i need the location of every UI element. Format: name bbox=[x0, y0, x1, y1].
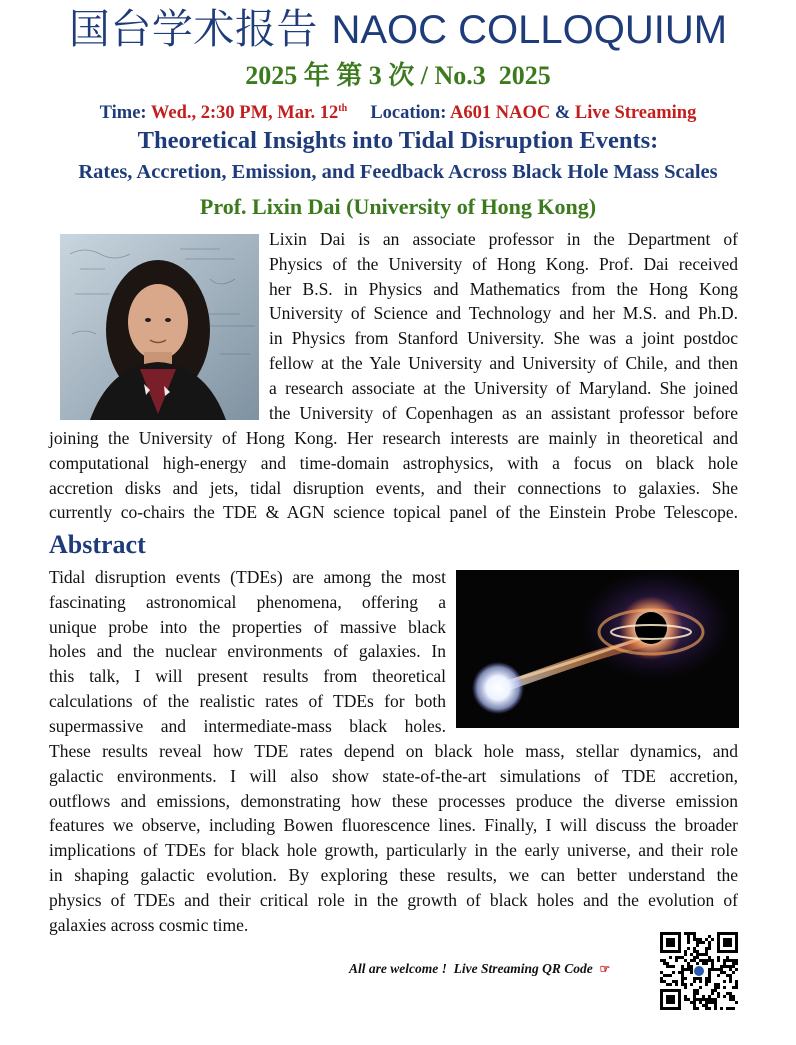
talk-title: Theoretical Insights into Tidal Disruption Events: bbox=[137, 127, 659, 154]
bio-line: a research associate at the University of Maryland. She joined bbox=[269, 377, 738, 398]
abstract-line: features we observe, including Bowen fluorescence lines. Finally, I will discuss the broader bbox=[49, 815, 738, 836]
issue-label-cn: 年 第 bbox=[303, 61, 363, 90]
bio-line: computational high-energy and time-domain astrophysics, with a focus on black hole bbox=[49, 452, 738, 473]
bio-line: Lixin Dai is an associate professor in the Department of bbox=[269, 229, 738, 249]
abstract-line: this talk, I will present results from theoretical bbox=[49, 666, 446, 687]
speaker-name: Prof. Lixin Dai (University of Hong Kong) bbox=[199, 194, 597, 219]
speaker-photo bbox=[60, 234, 259, 420]
welcome-exclaim: ! bbox=[441, 961, 447, 976]
bio-line: accretion disks and jets, tidal disruption events, and their connections to galaxies. She bbox=[49, 477, 738, 498]
abstract-line: unique probe into the properties of massive black bbox=[49, 616, 446, 637]
issue-label-number: 次 / No.3 bbox=[388, 61, 486, 90]
colloquium-header bbox=[0, 4, 796, 55]
time-suffix: th bbox=[338, 103, 348, 114]
speaker-portrait-image bbox=[60, 234, 259, 420]
abstract-line: Tidal disruption events (TDEs) are among the most bbox=[49, 567, 446, 587]
issue-year-2: 2025 bbox=[498, 61, 551, 90]
header-chinese-title: 国台学术报告 bbox=[68, 5, 318, 53]
bio-line: her B.S. in Physics and Mathematics from the Hong Kong bbox=[269, 278, 738, 299]
tidal-disruption-illustration bbox=[456, 570, 739, 728]
issue-number: 3 bbox=[368, 61, 382, 90]
bio-line: fellow at the Yale University and University of Chile, and then bbox=[269, 352, 738, 373]
abstract-line: in shaping galactic evolution. By exploring these results, we can better understand the bbox=[49, 864, 738, 885]
live-streaming-qr-code[interactable] bbox=[660, 932, 738, 1010]
abstract-line: implications of TDEs for black hole growth, particularly in the early universe, and their role bbox=[49, 840, 738, 861]
abstract-line: fascinating astronomical phenomena, offering a bbox=[49, 591, 446, 612]
abstract-line: galaxies across cosmic time. bbox=[49, 914, 249, 935]
time-value: Wed., 2:30 PM, Mar. 12th bbox=[150, 103, 348, 124]
issue-line bbox=[0, 60, 796, 92]
welcome-note bbox=[349, 960, 610, 978]
time-label: Time: bbox=[99, 103, 147, 124]
talk-subtitle: Rates, Accretion, Emission, and Feedback Across Black Hole Mass Scales bbox=[78, 161, 718, 183]
welcome-text: All are welcome bbox=[349, 961, 439, 976]
issue-year: 2025 bbox=[245, 61, 298, 90]
abstract-text-full-width bbox=[49, 739, 738, 937]
time-location-line bbox=[0, 97, 796, 125]
abstract-line: outflows and emissions, demonstrating how these processes produce the diverse emission bbox=[49, 790, 738, 811]
bio-line: Physics of the University of Hong Kong. Prof. Dai received bbox=[269, 253, 738, 274]
header-english-title: NAOC COLLOQUIUM bbox=[331, 8, 728, 52]
abstract-text-beside-image bbox=[49, 565, 446, 739]
abstract-heading: Abstract bbox=[49, 530, 146, 559]
bio-line: in Physics from Stanford University. She was a joint postdoc bbox=[269, 328, 738, 349]
abstract-line: galactic environments. I will also show state-of-the-art simulations of TDE accretion, bbox=[49, 765, 738, 786]
location-amp: & bbox=[554, 103, 571, 124]
bio-text-beside-photo bbox=[269, 227, 738, 425]
abstract-line: calculations of the realistic rates of TDEs for both bbox=[49, 690, 446, 711]
location-label: Location: bbox=[370, 103, 447, 124]
bio-line: the University of Copenhagen as an assistant professor before bbox=[269, 402, 738, 423]
abstract-line: physics of TDEs and their critical role in the growth of black holes and the evolution of bbox=[49, 889, 738, 910]
abstract-line: holes and the nuclear environments of galaxies. In bbox=[49, 641, 446, 662]
qr-code-label: Live Streaming QR Code bbox=[453, 961, 593, 976]
bio-line: currently co-chairs the TDE & AGN science topical panel of the Einstein Probe Telescope. bbox=[49, 502, 738, 523]
bio-line: University of Science and Technology and her M.S. and Ph.D. bbox=[269, 303, 738, 324]
live-streaming-label: Live Streaming bbox=[574, 103, 697, 124]
bio-line: joining the University of Hong Kong. Her research interests are mainly in theoretical and bbox=[49, 428, 738, 448]
pointing-hand-icon: ☞ bbox=[599, 962, 611, 976]
bio-text-full-width bbox=[49, 426, 738, 525]
abstract-line: supermassive and intermediate-mass black holes. bbox=[49, 715, 446, 736]
black-hole-star-image bbox=[456, 570, 739, 728]
location-value: A601 NAOC bbox=[449, 103, 551, 124]
abstract-line: These results reveal how TDE rates depend on black hole mass, stellar dynamics, and bbox=[49, 741, 738, 761]
qr-code-image bbox=[660, 932, 738, 1010]
